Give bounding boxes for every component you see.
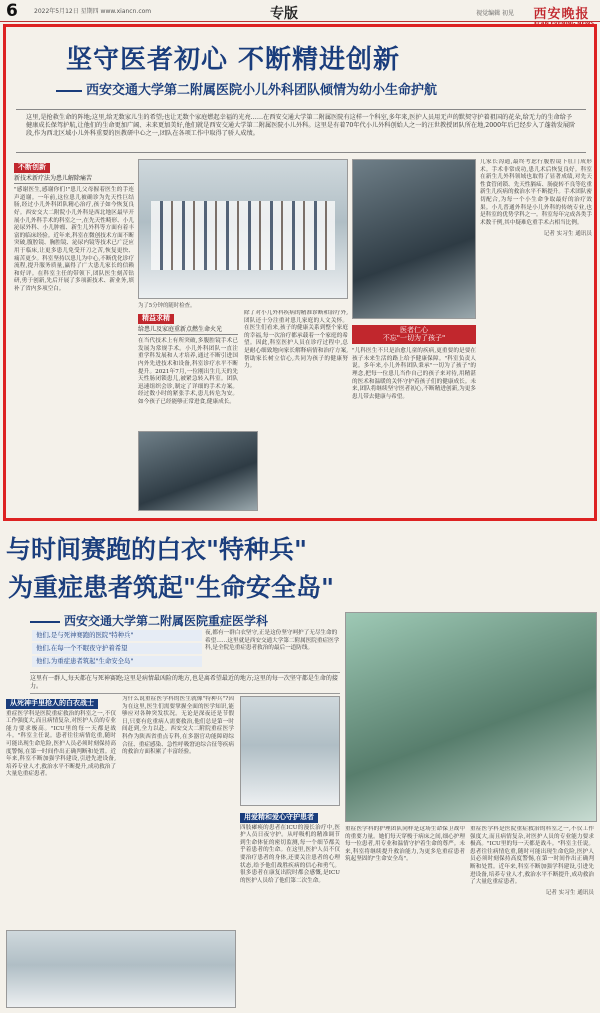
- staff-photo: [6, 930, 236, 1008]
- article-text: 除了对小儿外科疾病的精准诊断和治疗外,团队还十分注重对患儿家庭的人文关怀。在医生们看来,孩子的健康关系到整个家庭的幸福,每一次治疗都承载着一个家庭的希望。因此,科室医护人员在诊疗过程中,总是耐心细致地向家长解释病情和治疗方案,帮助家长树立信心,共同为孩子的健康努力。: [244, 310, 348, 370]
- top-col-5: [480, 159, 592, 509]
- date-line: 2022年5月12日 星期四 www.xiancn.com: [34, 8, 152, 15]
- article-text: 在当代技术上有所突破,多腹腔镜手术已发展为常规手术。小儿外科团队一直注重学科发展和人才培养,通过不断引进国内外先进技术和设备,科室诊疗水平不断提升。2021年7月,一位刚出生几天的先天性肠闭锁患儿,被紧急转入科室。团队迅速组织会诊,制定了详细的手术方案。经过数小时的紧张手术,患儿转危为安。如今孩子已经能够正常进食,健康成长。: [138, 338, 238, 405]
- operating-photo: [352, 159, 476, 319]
- bottom-col-2: [122, 696, 234, 816]
- section-tag: 从死神手里抢人的白衣战士: [6, 699, 98, 709]
- bottom-col-5: [470, 826, 594, 1008]
- bottom-col-4: [345, 826, 465, 1008]
- top-col-3: [244, 310, 348, 515]
- article-text: 重症医学科是医院重症救治的科室之一,不仅工作强度大,而且病情复杂,对医护人员的专业能力要求极高。"ICU里的每一天都是战斗。"科室主任说。患者往往病情危重,随时可能出现生命危险,医护人员必须时刻保持高度警惕,在第一时间作出正确判断和处置。近年来,科室不断加强学科建设,引进先进设备,培养专业人才,救治水平不断提升,成功救治了大量危重症患者。: [6, 710, 116, 778]
- quote-item: 他们,在每一个不眠夜守护着希望: [32, 643, 202, 654]
- team-photo: [138, 159, 348, 299]
- pull-quote: 医者仁心 不忘"一切为了孩子": [352, 325, 476, 344]
- bottom-headline-2: 为重症患者筑起"生命安全岛": [8, 573, 335, 602]
- bottom-lead: 这里有一群人,每天都在与死神赛跑;这里是病情最凶险的地方,也是离希望最近的地方;这里的每一次坚守都是生命的接力。: [30, 672, 340, 694]
- top-col-1: [14, 159, 134, 509]
- byline: 记者 实习生 通讯员: [543, 231, 592, 238]
- article-text: "感谢医生,感谢你们!"患儿父母握着医生的手连声道谢。一年前,这位患儿被确诊为先天性巨结肠,经过小儿外科团队精心治疗,孩子如今恢复良好。西安交大二附院小儿外科是西北地区最早开展小儿外科手术的科室之一,在先天性畸形、小儿泌尿外科、小儿肿瘤、新生儿外科等方面有着丰富的临床经验。近年来,科室在微创技术方面不断突破,腹腔镜、胸腔镜、泌尿内镜等技术已广泛应用于临床,让更多患儿免受开刀之苦,恢复更快、痛苦更少。科室坚持以患儿为中心,不断优化诊疗流程,提升服务质量,赢得了广大患儿家长的信赖和好评。在科室主任的带领下,团队医生刻苦钻研,勇于创新,先后开展了多项新技术、新业务,填补了省内多项空白。: [14, 187, 134, 292]
- doctor-photo: [240, 696, 340, 806]
- quote-item: 他们,是与死神赛跑的医院"特种兵": [32, 630, 202, 641]
- masthead: [0, 0, 600, 22]
- bottom-subheadline: 西安交通大学第二附属医院重症医学科: [30, 612, 268, 629]
- top-col-2: [138, 310, 238, 430]
- article-text: 重症医学科的护理团队同样是这场生命保卫战中的重要力量。她们每天穿梭于病床之间,细心护理每一位患者,用专业和温情守护着生命的尊严。未来,科室将继续提升救治能力,为更多危重症患者筑起坚固的"生命安全岛"。: [345, 826, 465, 863]
- photo-people: [151, 201, 334, 270]
- article-text: 为什么说重症医学科的医生就像"特种兵"?因为在这里,医生们需要掌握全面的医学知识,能够应对各种突发状况。无论是深夜还是节假日,只要有危重病人需要救治,他们总是第一时间赶到,全力以赴。西安交大二附院重症医学科作为陕西省重点专科,在多器官功能障碍综合征、重症感染、急性呼吸窘迫综合征等疾病的救治方面积累了丰富经验。: [122, 696, 234, 756]
- section-tag: 精益求精: [138, 314, 174, 324]
- section-tag: 不断创新: [14, 163, 50, 173]
- section-subhead: 给患儿及家庭重新点燃生命火光: [138, 326, 238, 336]
- bottom-intro: 夜,都有一群白衣坚守,正是这份坚守呵护了无尽生命的希望……这里就是西安交通大学第二附属医院重症医学科,是全院危重症患者救治的最后一道防线。: [205, 630, 340, 652]
- bottom-headline-1: 与时间赛跑的白衣"特种兵": [6, 535, 308, 564]
- byline: 记者 实习生 通讯员: [545, 889, 594, 896]
- article-text: 四肢瘫痪的患者在ICU的漫长治疗中,医护人员日夜守护。从呼吸机的精准调节到生命体征的密切监测,每一个细节都关乎着患者的生命。在这里,医护人员不仅要治疗患者的身体,还要关注患者的心理状态,给予他们战胜疾病的信心和勇气。很多患者在康复出院时都会感慨,是ICU的医护人员给了他们第二次生命。: [240, 824, 340, 884]
- top-headline: 坚守医者初心 不断精进创新: [66, 45, 401, 75]
- quote-item: 他们,为重症患者筑起"生命安全岛": [32, 656, 202, 667]
- article-text: 儿家长沟通,最终考虑行腹腔镜下肛门成形术。手术非常成功,患儿术后恢复良好。科室在新生儿外科领域也取得了显著成绩,对先天性食管闭锁、先天性膈疝、肠旋转不良等危重新生儿疾病的救治水平不断提升。手术团队密切配合,为每一个小生命争取最好的治疗效果。小儿普通外科是小儿外科的传统专业,也是科室的优势学科之一。科室每年完成各类手术数千例,其中疑难危重手术占相当比例。: [480, 159, 592, 226]
- bottom-col-1: [6, 696, 116, 926]
- editor-line: 视觉编辑 初见: [476, 10, 514, 17]
- article-text: "儿科医生不只是治愈儿童的疾病,更重要的是要在孩子未来生活的路上给予健康保障。"科室负责人说。多年来,小儿外科团队秉承"一切为了孩子"的理念,把每一位患儿当作自己的孩子来对待,用精湛的医术和温暖的关怀守护着孩子们的健康成长。未来,团队将继续坚守医者初心,不断精进创新,为更多患儿带去健康与希望。: [352, 348, 476, 400]
- section-tag: 用爱精和爱心守护患者: [240, 813, 318, 823]
- photo-caption: 为了5分钟的随时检查。: [138, 303, 196, 309]
- top-col-4: [352, 323, 476, 513]
- top-intro: 这里,是抢救生命的阵地;这里,给无数家儿生的希望;也让无数个家庭燃起幸福的光亮……在西安交通大学第二附属医院有这样一个科室,多年来,医护人员用无声的默契守护着祖国的花朵,给无力的生命给予健康成长保驾护航,让他们的生命更加广阔、未来更加美好,他们就是西安交通大学第二附属医院小儿外科。这里是有着70年代小儿外科创始人之一的汪世教授团队所在地,2000年后已经步入了蓬勃发展阶段,作为西北区域小儿外科重要的医教研中心之一,团队在各项工作中取得了骄人成绩。: [16, 109, 586, 153]
- article-text: 重症医学科是医院重症救治的科室之一,不仅工作强度大,而且病情复杂,对医护人员的专业能力要求极高。"ICU里的每一天都是战斗。"科室主任说。患者往往病情危重,随时可能出现生命危险,医护人员必须时刻保持高度警惕,在第一时间作出正确判断和处置。近年来,科室不断加强学科建设,引进先进设备,培养专业人才,救治水平不断提升,成功救治了大量危重症患者。: [470, 826, 594, 886]
- icu-photo: [345, 612, 597, 822]
- top-subheadline: 西安交通大学第二附属医院小儿外科团队倾情为幼小生命护航: [56, 79, 556, 98]
- surgery-photo: [138, 431, 258, 511]
- page-number: 6: [6, 0, 18, 21]
- quote-list: [32, 630, 202, 669]
- section-subhead: 新技术新疗法为患儿解除痛苦: [14, 175, 134, 185]
- section-title: 专版: [270, 6, 298, 22]
- top-article: [3, 24, 597, 521]
- bottom-col-3: [240, 810, 340, 1008]
- logo-text: 西安晚报: [533, 7, 590, 22]
